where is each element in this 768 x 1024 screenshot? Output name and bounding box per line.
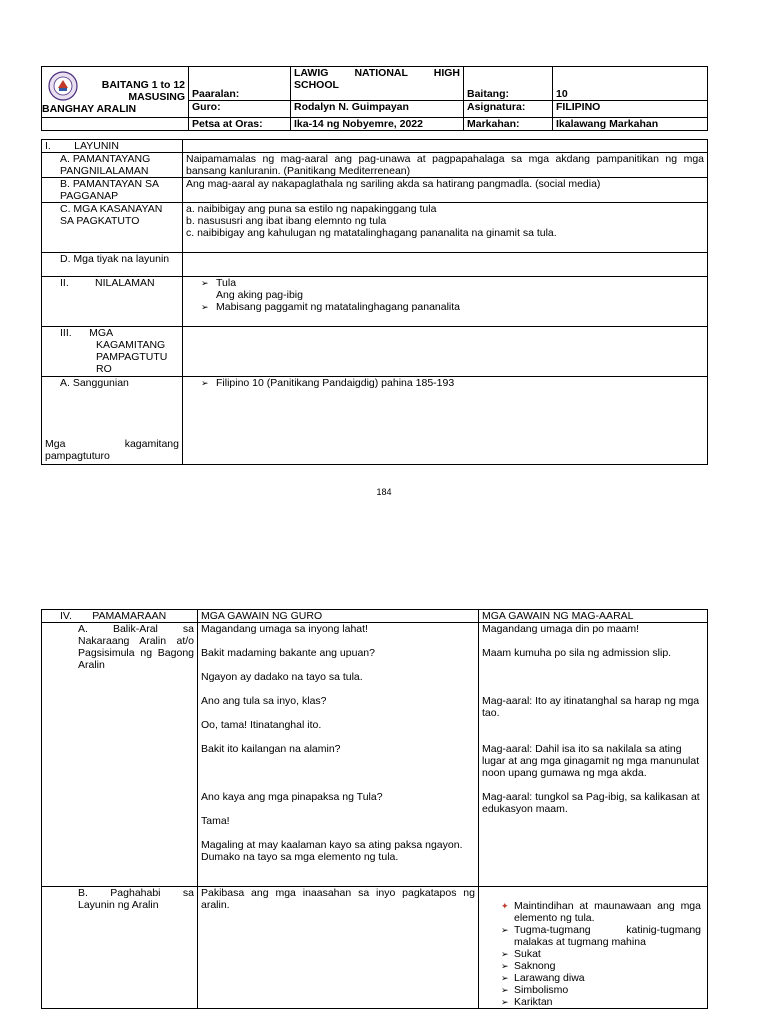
kasanayan-item: c. naibibigay ang kahulugan ng matatalinghagang pananalita na ginamit sa tula. [186, 227, 557, 239]
nilalaman-item-sub: Ang aking pag-ibig [216, 289, 303, 301]
guro-line: Ano kaya ang mga pinapaksa ng Tula? [201, 791, 383, 803]
guro-line: Bakit ito kailangan na alamin? [201, 743, 341, 755]
page-number: 184 [376, 487, 392, 497]
sanggunian-label: A. Sanggunian [60, 377, 129, 389]
title-line1: BAITANG 1 to 12 [101, 79, 185, 91]
pagganap-label: B. PAMANTAYAN SA PAGGANAP [42, 178, 183, 203]
guro-line: Dumako na tayo sa mga elemento ng tula. [201, 851, 399, 863]
baitang-value: 10 [553, 67, 708, 101]
guro-line: Tama! [201, 815, 230, 827]
nilalaman-item [186, 277, 704, 301]
title-line2: MASUSING [128, 91, 185, 103]
kagamitan-label-line: RO [96, 363, 112, 375]
nilalaman-content [183, 277, 708, 327]
pagganap-text: Ang mag-aaral ay nakapaglathala ng sariling akda sa hatirang pangmadla. (social media) [183, 178, 708, 203]
sanggunian-item: ➢ Filipino 10 (Panitikang Pandaigdig) pahina 185-193 [186, 377, 704, 389]
kagamitan-content [183, 327, 708, 377]
procedure-col2-header: MGA GAWAIN NG GURO [198, 610, 479, 623]
paaralan-value [291, 67, 464, 101]
paghahabi-guro: Pakibasa ang mga inaasahan sa inyo pagkatapos ng aralin. [198, 887, 479, 1009]
sanggunian-content [183, 377, 708, 465]
mag-aaral-line: Mag-aaral: Ito ay itinatanghal sa harap ng mga tao. [482, 695, 700, 719]
nilalaman-label: II. NILALAMAN [42, 277, 183, 327]
kagamitan-label-line: PAMPAGTUTU [96, 351, 168, 363]
pamantayang-label: A. PAMANTAYANG PANGNILALAMAN [42, 153, 183, 178]
kagamitan-label-line: KAGAMITANG [96, 339, 166, 351]
kasanayan-list [183, 203, 708, 253]
paghahabi-item: ➢ Kariktan [498, 996, 701, 1008]
nilalaman-item-title: ➢ Tula [216, 277, 237, 289]
title-line3: BANGHAY ARALIN [42, 103, 137, 115]
kagamitan-label-line: III. MGA [60, 327, 114, 339]
lesson-table [41, 139, 708, 465]
mag-aaral-line: Mag-aaral: Dahil isa ito sa nakilala sa ating lugar at ang mga ginagamit ng mga manunulat noon upang gumawa ng mga akda. [482, 743, 700, 779]
paaralan-value-line1: LAWIG NATIONAL HIGH [294, 67, 460, 79]
guro-line: Ngayon ay dadako na tayo sa tula. [201, 671, 363, 683]
paghahabi-item: ➢ Simbolismo [498, 984, 701, 996]
petsa-label: Petsa at Oras: [189, 118, 291, 131]
guro-value: Rodalyn N. Guimpayan [291, 100, 464, 117]
guro-line: Magaling at may kaalaman kayo sa ating paksa ngayon. [201, 839, 463, 851]
pamantayang-text: Naipamamalas ng mag-aaral ang pag-unawa at pagpapahalaga sa mga akdang pampanitikan ng mga bansang kanluranin. (Panitikang Mediterrenean) [183, 153, 708, 178]
layunin-label: I. LAYUNIN [42, 140, 183, 153]
sanggunian-cell [42, 377, 183, 465]
procedure-col1-header: IV. PAMAMARAAN [42, 610, 198, 623]
petsa-value: Ika-14 ng Nobyemre, 2022 [291, 118, 464, 131]
kasanayan-item: a. naibibigay ang puna sa estilo ng napakinggang tula [186, 203, 437, 215]
mag-aaral-line: Maam kumuha po sila ng admission slip. [482, 647, 672, 659]
paghahabi-item: ➢ Tugma-tugmang katinig-tugmang malakas at tugmang mahina [498, 924, 701, 948]
baitang-label: Baitang: [464, 67, 553, 101]
mag-aaral-line: Magandang umaga din po maam! [482, 623, 640, 635]
guro-line: Magandang umaga sa inyong lahat! [201, 623, 368, 635]
paghahabi-item: ➢ Larawang diwa [498, 972, 701, 984]
mag-aaral-line: Mag-aaral: tungkol sa Pag-ibig, sa kalikasan at edukasyon maam. [482, 791, 700, 815]
paghahabi-item: ✦ Maintindihan at maunawaan ang mga elemento ng tula. [498, 900, 701, 924]
guro-line: Bakit madaming bakante ang upuan? [201, 647, 375, 659]
kasanayan-label: C. MGA KASANAYAN SA PAGKATUTO [42, 203, 183, 253]
markahan-value: Ikalawang Markahan [553, 118, 708, 131]
asignatura-value: FILIPINO [553, 100, 708, 117]
guro-activities [198, 623, 479, 887]
kasanayan-item: b. nasususri ang ibat ibang elemnto ng tula [186, 215, 387, 227]
title-spacer [42, 118, 189, 131]
school-logo-cell [42, 67, 189, 118]
guro-line: Ano ang tula sa inyo, klas? [201, 695, 327, 707]
mag-aaral-activities [479, 623, 708, 887]
tiyak-content [183, 253, 708, 277]
markahan-label: Markahan: [464, 118, 553, 131]
paaralan-label: Paaralan: [189, 67, 291, 101]
mga-kagamitan-label: Mga kagamitang pampagtuturo [45, 438, 179, 462]
paghahabi-item: ➢ Sukat [498, 948, 701, 960]
paghahabi-label: B. Paghahabi sa Layunin ng Aralin [42, 887, 198, 1009]
paghahabi-item: ➢ Saknong [498, 960, 701, 972]
paghahabi-mag-aaral [479, 887, 708, 1009]
procedure-table [41, 609, 708, 1009]
balik-label: A. Balik-Aral sa Nakaraang Aralin at/o Pagsisimula ng Bagong Aralin [42, 623, 198, 887]
guro-label: Guro: [189, 100, 291, 117]
procedure-col3-header: MGA GAWAIN NG MAG-AARAL [479, 610, 708, 623]
paaralan-value-line2: SCHOOL [294, 79, 339, 91]
header-table [41, 66, 708, 131]
kagamitan-label [42, 327, 183, 377]
asignatura-label: Asignatura: [464, 100, 553, 117]
nilalaman-item: ➢ Mabisang paggamit ng matatalinghagang pananalita [186, 301, 704, 313]
tiyak-label: D. Mga tiyak na layunin [42, 253, 183, 277]
layunin-content [183, 140, 708, 153]
guro-line: Oo, tama! Itinatanghal ito. [201, 719, 322, 731]
deped-seal-icon [48, 71, 78, 101]
